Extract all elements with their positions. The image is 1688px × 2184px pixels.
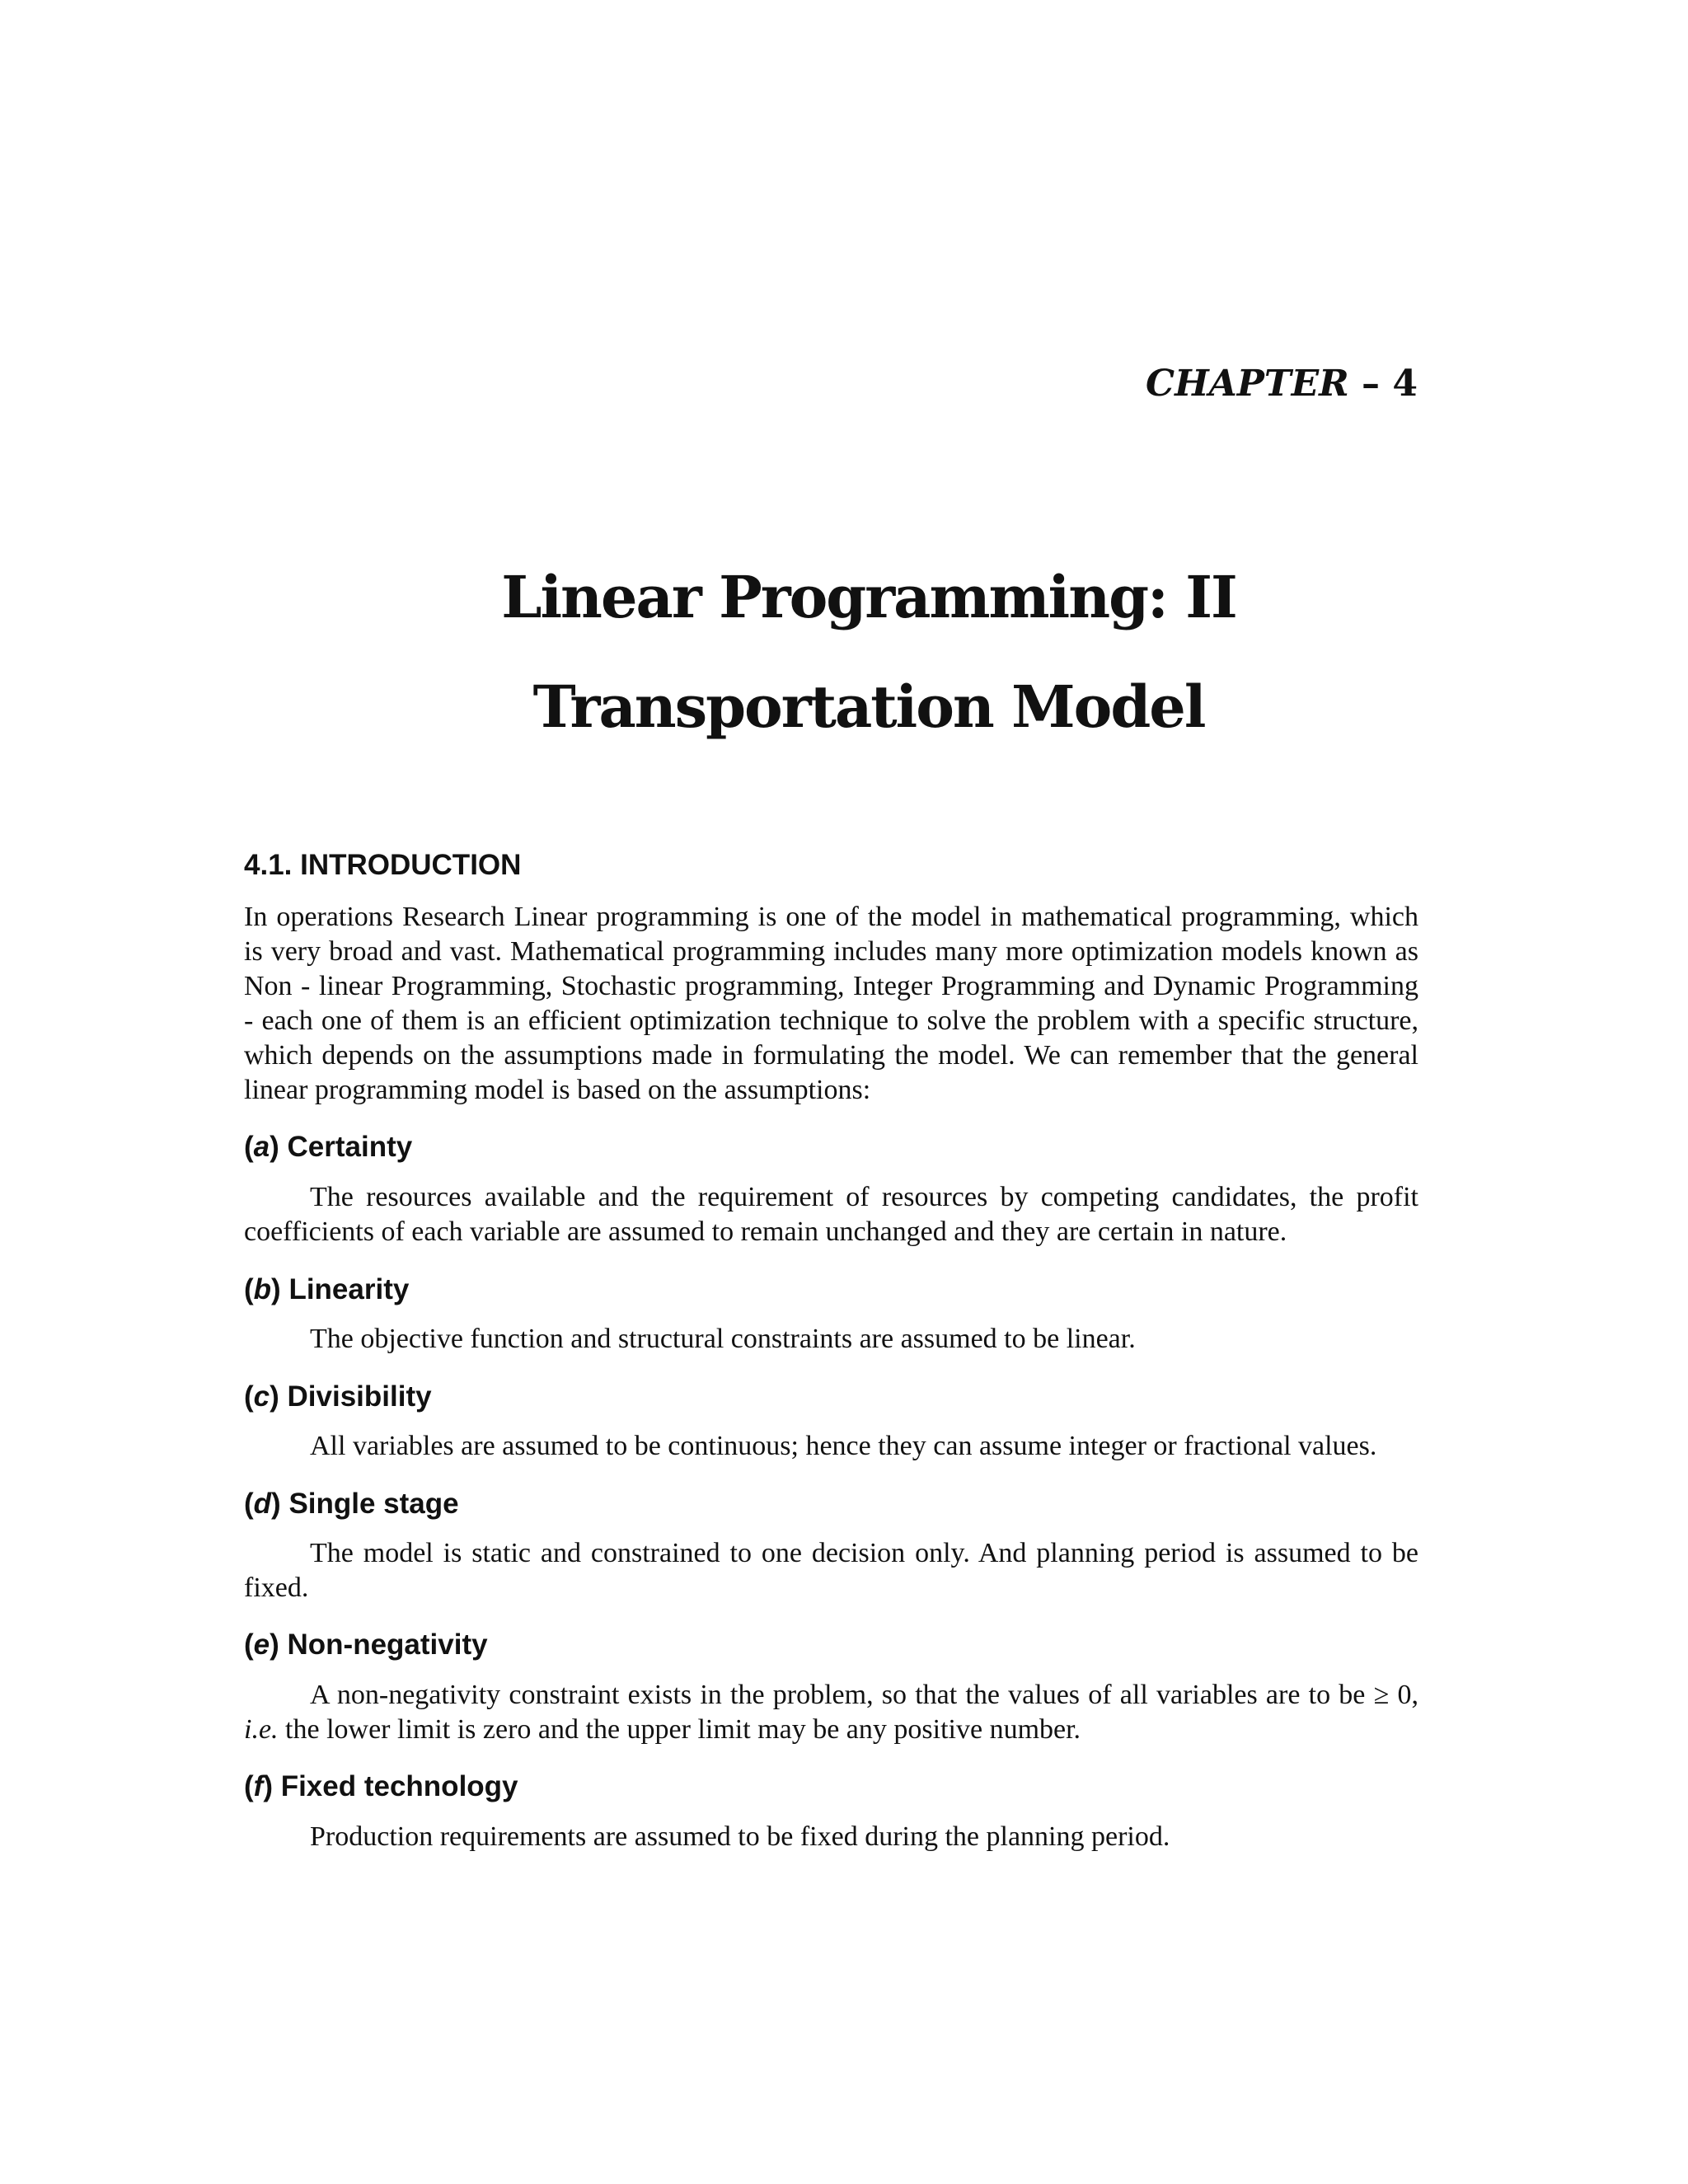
intro-paragraph <box>244 900 1418 1108</box>
chapter-dash: – <box>1362 363 1381 405</box>
assumption-heading-divisibility: (c) Divisibility <box>244 1380 432 1413</box>
assumption-line: Production requirements are assumed to be fixed during the planning period. <box>310 1821 1170 1852</box>
chapter-number: 4 <box>1392 363 1418 405</box>
assumption-heading-non-negativity: (e) Non-negativity <box>244 1629 488 1661</box>
assumption-letter: f <box>253 1770 264 1802</box>
assumption-title: Linearity <box>288 1273 410 1305</box>
chapter-word: CHAPTER <box>1146 363 1349 405</box>
assumption-title: Single stage <box>288 1488 459 1520</box>
assumption-line: fixed. <box>244 1572 309 1603</box>
assumption-line-with-ie <box>244 1713 1418 1747</box>
assumption-heading-fixed-technology: (f) Fixed technology <box>244 1770 518 1802</box>
assumption-title: Certainty <box>287 1131 413 1163</box>
assumption-heading-certainty: (a) Certainty <box>244 1131 413 1163</box>
assumption-line: The objective function and structural constraints are assumed to be linear. <box>310 1324 1136 1354</box>
assumption-text-divisibility <box>244 1429 1418 1464</box>
assumption-text-non-negativity <box>244 1678 1418 1747</box>
chapter-title-line-2: Transportation Model <box>532 673 1205 741</box>
intro-line: is very broad and vast. Mathematical programming includes many more optimization models known as <box>244 936 1418 967</box>
assumption-letter: e <box>253 1629 270 1661</box>
assumption-line: All variables are assumed to be continuous; hence they can assume integer or fractional values. <box>310 1431 1377 1461</box>
chapter-title-line-1: Linear Programming: II <box>501 563 1236 631</box>
assumption-letter: a <box>253 1131 270 1163</box>
assumption-letter: d <box>253 1488 272 1520</box>
assumption-line: the lower limit is zero and the upper limit may be any positive number. <box>285 1714 1081 1745</box>
assumption-title: Divisibility <box>287 1380 432 1413</box>
section-heading: 4.1. INTRODUCTION <box>244 849 522 881</box>
assumption-line: The resources available and the requirement of resources by competing candidates, the profit <box>310 1182 1418 1212</box>
ie-abbreviation: i.e. <box>244 1714 279 1745</box>
intro-line: linear programming model is based on the assumptions: <box>244 1075 871 1105</box>
assumption-line: coefficients of each variable are assumed to remain unchanged and they are certain in nature. <box>244 1216 1287 1247</box>
intro-line: In operations Research Linear programming is one of the model in mathematical programming, which <box>244 902 1418 932</box>
assumption-text-fixed-technology <box>244 1820 1418 1854</box>
assumption-heading-single-stage: (d) Single stage <box>244 1488 459 1520</box>
assumption-heading-linearity: (b) Linearity <box>244 1273 410 1305</box>
assumption-letter: c <box>253 1380 270 1413</box>
assumption-title: Non-negativity <box>287 1629 488 1661</box>
chapter-label <box>907 363 1418 405</box>
assumption-text-linearity <box>244 1322 1418 1357</box>
assumption-letter: b <box>253 1273 272 1305</box>
assumption-title: Fixed technology <box>280 1770 518 1802</box>
assumption-text-single-stage <box>244 1536 1418 1605</box>
intro-line: - each one of them is an efficient optimization technique to solve the problem with a specific structure, <box>244 1005 1418 1036</box>
intro-line: Non - linear Programming, Stochastic programming, Integer Programming and Dynamic Programming <box>244 971 1418 1001</box>
assumption-line: The model is static and constrained to one decision only. And planning period is assumed to be <box>310 1538 1418 1568</box>
intro-line: which depends on the assumptions made in formulating the model. We can remember that the general <box>244 1040 1418 1071</box>
assumption-text-certainty <box>244 1180 1418 1249</box>
assumption-line: A non-negativity constraint exists in the problem, so that the values of all variables are to be ≥ 0, <box>310 1680 1418 1710</box>
